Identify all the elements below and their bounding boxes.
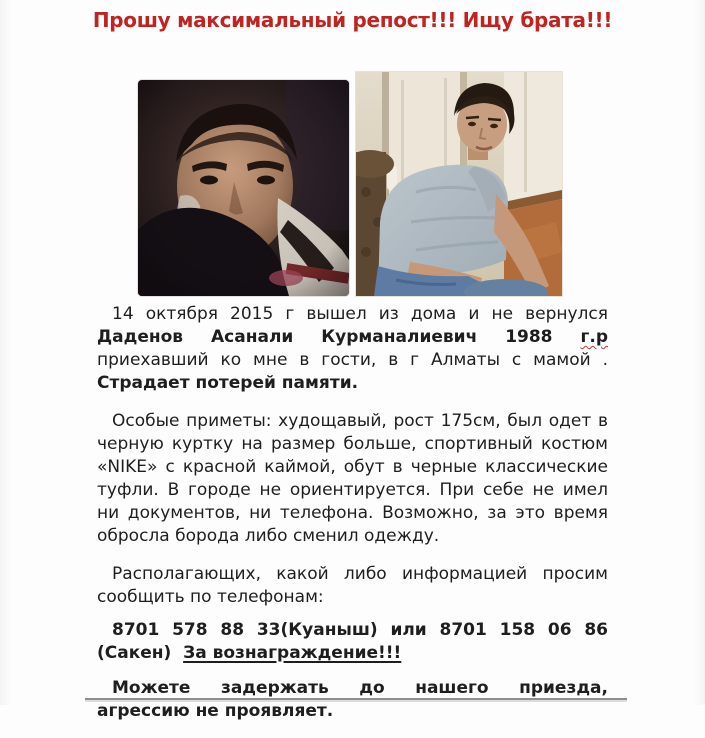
flyer-headline: Прошу максимальный репост!!! Ищу брата!!! (92, 8, 613, 32)
paragraph-phone-numbers: 8701 578 88 33(Куаныш) или 8701 158 06 86 (Сакен) За вознаграждение!!! (97, 620, 608, 663)
photo-pair (138, 70, 564, 296)
photo-missing-man-dark-selfie (138, 80, 349, 296)
photo-missing-man-sitting (356, 72, 562, 296)
paragraph-intro: 14 октября 2015 г вышел из дома и не вернулся Даденов Асанали Курманалиевич 1988 г.р приехавший ко мне в гости, в г Алматы с мамой . Страдает потерей памяти. (97, 304, 608, 393)
paragraph-description: Особые приметы: худощавый, рост 175см, был одет в черную куртку на размер больше, спортивный костюм «NIKE» с красной каймой, обут в черные классические туфли. В городе не ориентируется. При себе не имел ни документов, ни телефона. Возможно, за это время обросла борода либо сменил одежду. (97, 411, 608, 546)
flyer-body-text (97, 303, 608, 738)
paragraph-warning: Можете задержать до нашего приезда, агрессию не проявляет. (97, 678, 608, 721)
bottom-divider-line (85, 698, 627, 700)
sitting-man-illustration (356, 72, 562, 296)
paragraph-contact-request: Располагающих, какой либо информацией просим сообщить по телефонам: (97, 564, 608, 607)
dark-selfie-illustration (138, 80, 349, 296)
